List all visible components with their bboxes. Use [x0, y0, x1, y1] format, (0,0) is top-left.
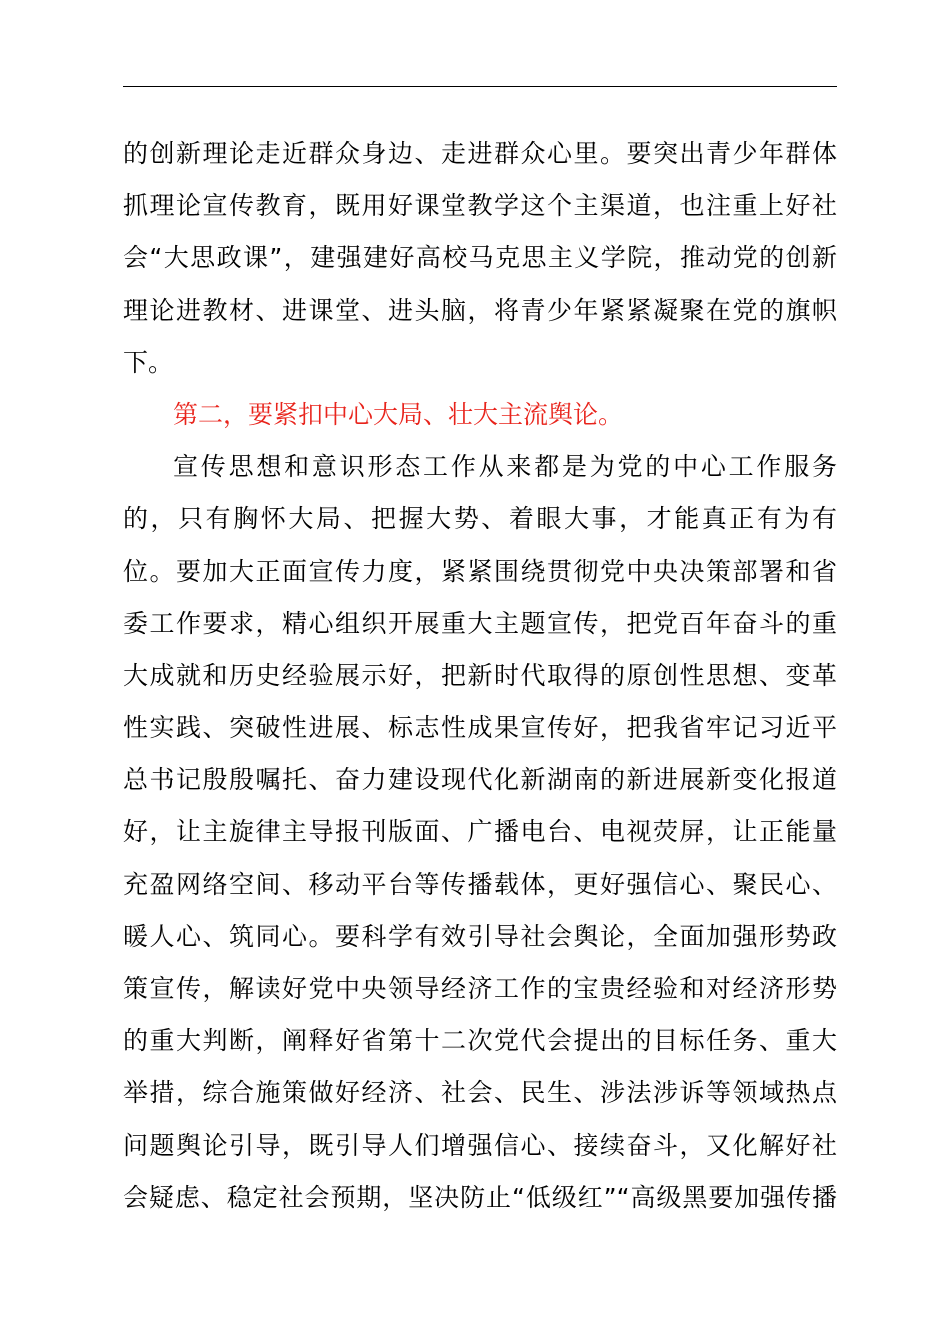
text-line: 总书记殷殷嘱托、奋力建设现代化新湖南的新进展新变化报道: [123, 765, 837, 795]
text-line: 性实践、突破性进展、标志性成果宣传好，把我省牢记习近平: [123, 713, 837, 743]
text-line: 的创新理论走近群众身边、走进群众心里。要突出青少年群体: [123, 139, 837, 168]
text-line: 会“大思政课”，建强建好高校马克思主义学院，推动党的创新: [123, 243, 837, 273]
text-line: 大成就和历史经验展示好，把新时代取得的原创性思想、变革: [123, 660, 837, 690]
text-line: 充盈网络空间、移动平台等传播载体，更好强信心、聚民心、: [123, 869, 837, 899]
text-line: 理论进教材、进课堂、进头脑，将青少年紧紧凝聚在党的旗帜: [123, 295, 837, 325]
section-heading: 第二，要紧扣中心大局、壮大主流舆论。: [173, 399, 624, 429]
text-line: 举措，综合施策做好经济、社会、民生、涉法涉诉等领域热点: [123, 1078, 837, 1108]
text-line: 暖人心、筑同心。要科学有效引导社会舆论，全面加强形势政: [123, 921, 837, 951]
text-line: 的，只有胸怀大局、把握大势、着眼大事，才能真正有为有: [123, 504, 837, 534]
text-line: 的重大判断，阐释好省第十二次党代会提出的目标任务、重大: [123, 1026, 837, 1056]
paragraph-1: [123, 128, 837, 389]
text-line: 会疑虑、稳定社会预期，坚决防止“低级红”“高级黑要加强传播: [123, 1182, 837, 1212]
text-line: 下。: [123, 347, 174, 377]
text-line: 好，让主旋律主导报刊版面、广播电台、电视荧屏，让正能量: [123, 817, 837, 847]
text-line: 抓理论宣传教育，既用好课堂教学这个主渠道，也注重上好社: [123, 191, 837, 221]
text-line: 宣传思想和意识形态工作从来都是为党的中心工作服务: [173, 452, 837, 482]
text-line: 位。要加大正面宣传力度，紧紧围绕贯彻党中央决策部署和省: [123, 556, 837, 586]
text-line: 问题舆论引导，既引导人们增强信心、接续奋斗，又化解好社: [123, 1130, 837, 1160]
paragraph-2: [123, 441, 837, 1224]
text-line: 策宣传，解读好党中央领导经济工作的宝贵经验和对经济形势: [123, 974, 837, 1003]
text-line: 委工作要求，精心组织开展重大主题宣传，把党百年奋斗的重: [123, 608, 837, 638]
header-rule: [123, 86, 837, 87]
document-body: [123, 128, 837, 1224]
